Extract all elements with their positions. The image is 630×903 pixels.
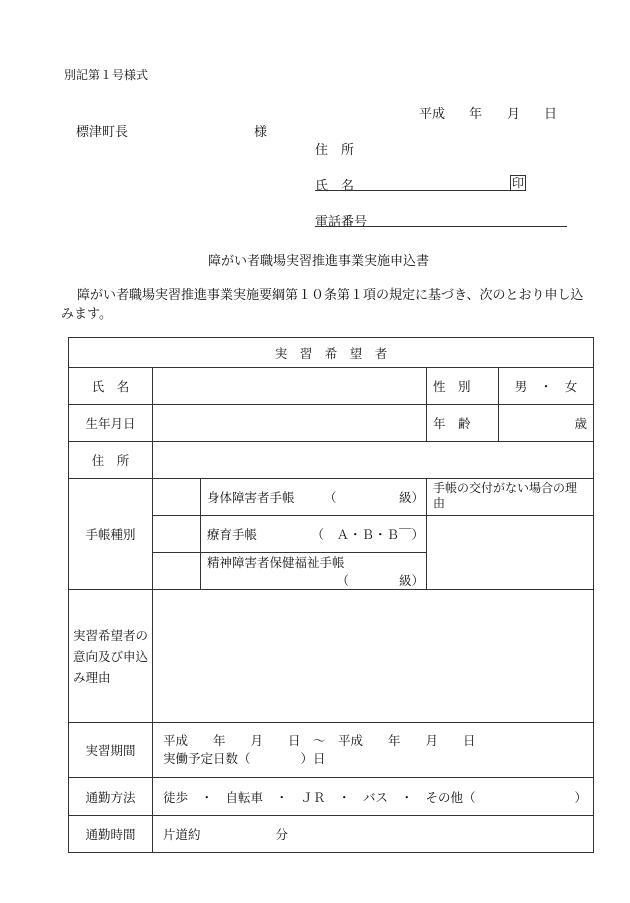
commute-time-label: 通勤時間 — [69, 816, 153, 853]
date-year: 年 — [469, 107, 483, 122]
intro-line-1: 障がい者職場実習推進事業実施要綱第１０条第１項の規定に基づき、次のとおり申し込 — [77, 288, 584, 303]
notebook-grade-rehab[interactable]: （ Ａ・Ｂ・Ｂ￣） — [311, 527, 424, 542]
notebook-name-physical: 身体障害者手帳 — [207, 490, 295, 505]
notebook-name-rehab: 療育手帳 — [207, 527, 258, 542]
notebook-row-physical — [201, 479, 427, 516]
applicant-phone-label: 電話番号 — [315, 215, 368, 230]
age-unit[interactable]: 歳 — [499, 405, 594, 442]
form-label: 別記第１号様式 — [64, 68, 149, 82]
name-label: 氏 名 — [69, 368, 153, 405]
applicant-name-underline — [315, 190, 523, 191]
date-month: 月 — [507, 107, 521, 122]
applicant-name-label: 氏 名 — [315, 179, 355, 194]
notebook-check-1[interactable] — [153, 479, 201, 516]
address-label: 住 所 — [69, 442, 153, 479]
table-header: 実 習 希 望 者 — [69, 338, 594, 368]
applicant-table — [68, 337, 594, 853]
notebook-grade-physical[interactable]: （ 級） — [323, 490, 424, 505]
notebook-check-2[interactable] — [153, 516, 201, 553]
address-field[interactable] — [153, 442, 594, 479]
intent-label: 実習希望者の意向及び申込み理由 — [69, 590, 153, 723]
commute-method-options: 徒歩 ・ 自転車 ・ ＪＲ ・ バス ・ その他（ — [163, 789, 476, 805]
seal-label: 印 — [512, 176, 525, 190]
addressee-name: 標津町長 — [76, 125, 129, 140]
commute-time-field[interactable]: 片道約 分 — [153, 816, 594, 853]
gender-options[interactable]: 男 ・ 女 — [499, 368, 594, 405]
birthdate-label: 生年月日 — [69, 405, 153, 442]
applicant-phone-underline — [315, 226, 567, 227]
date-day: 日 — [544, 107, 558, 122]
no-notebook-reason-field[interactable] — [427, 516, 594, 590]
notebook-row-rehab — [201, 516, 427, 553]
commute-method-label: 通勤方法 — [69, 778, 153, 816]
commute-method-field[interactable] — [153, 778, 594, 816]
period-field[interactable] — [153, 723, 594, 778]
age-label: 年 齢 — [427, 405, 499, 442]
name-field[interactable] — [153, 368, 427, 405]
intro-line-2: みます。 — [61, 307, 112, 322]
document-title: 障がい者職場実習推進事業実施申込書 — [208, 254, 430, 269]
notebook-type-label: 手帳種別 — [69, 479, 153, 590]
date-era: 平成 — [419, 107, 446, 122]
period-days: 実働予定日数（ ）日 — [163, 751, 326, 766]
commute-method-close: ） — [574, 789, 588, 805]
intent-field[interactable] — [153, 590, 594, 723]
notebook-check-3[interactable] — [153, 553, 201, 590]
applicant-address-label: 住 所 — [315, 143, 355, 158]
period-range: 平成 年 月 日 ～ 平成 年 月 日 — [163, 733, 476, 748]
seal-mark — [510, 175, 526, 191]
notebook-name-mental: 精神障害者保健福祉手帳 — [207, 555, 345, 570]
notebook-row-mental — [201, 553, 427, 590]
notebook-grade-mental[interactable]: （ 級） — [336, 573, 424, 588]
no-notebook-reason-label: 手帳の交付がない場合の理由 — [427, 479, 594, 516]
birthdate-field[interactable] — [153, 405, 427, 442]
gender-label: 性 別 — [427, 368, 499, 405]
addressee-honorific: 様 — [254, 125, 268, 140]
period-label: 実習期間 — [69, 723, 153, 778]
